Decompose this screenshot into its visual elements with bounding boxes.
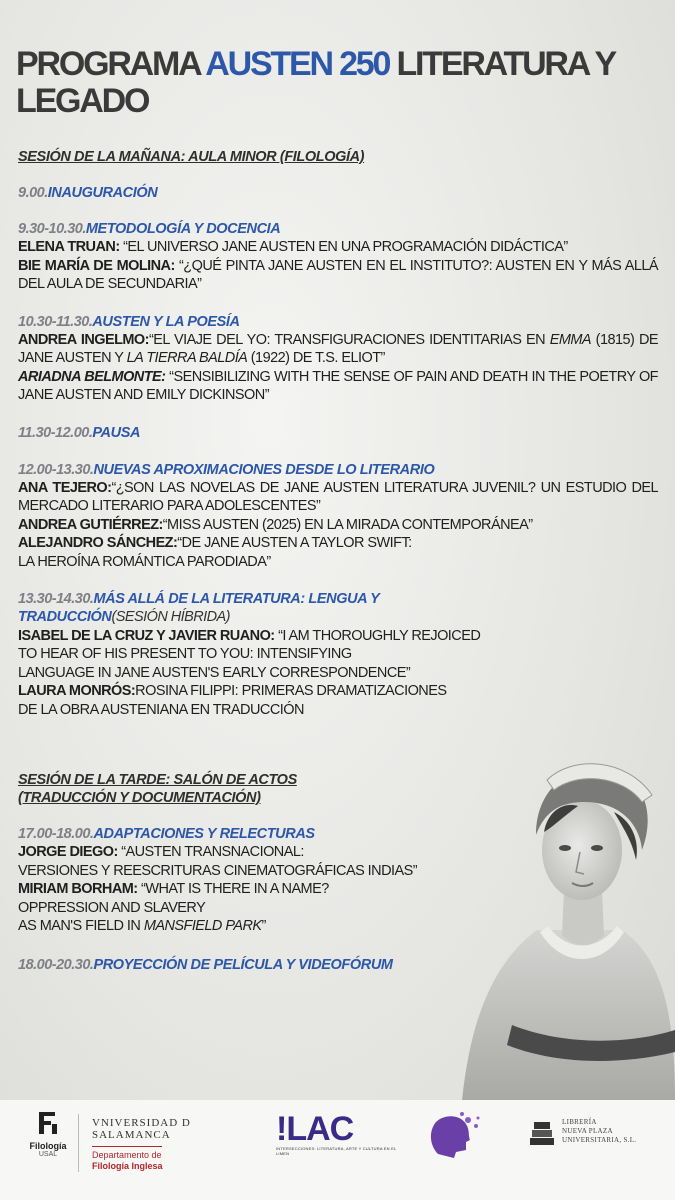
speaker-name: ISABEL DE LA CRUZ Y JAVIER RUANO:	[18, 627, 275, 644]
speaker-name: LAURA MONRÓS:	[18, 683, 136, 699]
work-title-mansfield: MANSFIELD PARK	[143, 918, 262, 934]
talk-entry	[18, 516, 658, 535]
footer-divider	[78, 1114, 79, 1172]
talk-title-part: ”	[261, 918, 266, 934]
talk-title-line: LANGUAGE IN JANE AUSTEN'S EARLY CORRESPONDENCE”	[18, 664, 411, 681]
speaker-name: MIRIAM BORHAM:	[18, 881, 138, 897]
usal-name: VNIVERSIDAD D SALAMANCA	[92, 1117, 191, 1141]
session-topic: PROYECCIÓN DE PELÍCULA Y VIDEOFÓRUM	[93, 956, 393, 973]
inauguration-block	[18, 184, 658, 202]
time-label: 18.00-20.30.	[18, 956, 94, 973]
talk-title-line: OPPRESSION AND SLAVERY	[18, 899, 206, 916]
sponsor-footer	[0, 1100, 675, 1200]
talk-title-part: (1815) DE JANE AUSTEN Y	[18, 331, 658, 366]
talk-title-line: LA HEROÍNA ROMÁNTICA PARODIADA”	[18, 553, 271, 570]
session-topic-cont: TRADUCCIÓN	[18, 609, 112, 625]
filologia-sub: USAL	[38, 1151, 58, 1158]
jane-austen-portrait	[452, 740, 675, 1100]
session-topic: METODOLOGÍA Y DOCENCIA	[85, 221, 281, 237]
talk-title-line: “DE JANE AUSTEN A TAYLOR SWIFT:	[177, 535, 412, 551]
talk-title: “MISS AUSTEN (2025) EN LA MIRADA CONTEMPORÁNEA”	[162, 516, 533, 533]
libreria-logo	[528, 1118, 668, 1148]
talk-entry	[18, 368, 658, 405]
talk-title-line: “I AM THOROUGHLY REJOICED	[278, 627, 481, 644]
usal-logo	[92, 1117, 262, 1172]
speaker-name: JORGE DIEGO:	[18, 844, 118, 860]
talk-entry	[18, 257, 658, 294]
speaker-name: ANDREA INGELMO:	[18, 331, 149, 348]
hybrid-note: (SESIÓN HÍBRIDA)	[111, 609, 230, 625]
afternoon-heading-line: SESIÓN DE LA TARDE: SALÓN DE ACTOS	[18, 772, 297, 788]
session-topic: INAUGURACIÓN	[47, 185, 158, 201]
talk-entry	[18, 238, 658, 257]
speaker-name: ANA TEJERO:	[18, 479, 112, 496]
talk-entry	[18, 627, 658, 646]
talk-title: “SENSIBILIZING WITH THE SENSE OF PAIN AND DEATH IN THE POETRY OF JANE AUSTEN AND EMILY DICKINSON”	[18, 368, 658, 403]
time-label: 17.00-18.00.	[18, 826, 94, 842]
usal-rule	[92, 1146, 162, 1147]
talk-title-part: “EL VIAJE DEL YO: TRANSFIGURACIONES IDENTITARIAS EN	[148, 331, 550, 348]
lac-subtitle: INTERSECCIONES: LITERATURA, ARTE Y CULTURA EN EL LIMEN	[276, 1146, 397, 1156]
time-label: 13.30-14.30.	[18, 591, 94, 607]
filologia-f-icon	[35, 1110, 61, 1136]
session-topic: ADAPTACIONES Y RELECTURAS	[93, 826, 315, 842]
talk-title: “EL UNIVERSO JANE AUSTEN EN UNA PROGRAMACIÓN DIDÁCTICA”	[123, 239, 568, 255]
speaker-name: ANDREA GUTIÉRREZ:	[18, 516, 163, 533]
talk-title-line: ROSINA FILIPPI: PRIMERAS DRAMATIZACIONES	[135, 683, 447, 699]
session-block-lengua	[18, 590, 658, 719]
talk-title-line: VERSIONES Y REESCRITURAS CINEMATOGRÁFICAS INDIAS”	[18, 862, 418, 879]
talk-title-line: “AUSTEN TRANSNACIONAL:	[121, 844, 304, 860]
work-title-emma: EMMA	[549, 331, 592, 348]
session-topic: NUEVAS APROXIMACIONES DESDE LO LITERARIO	[93, 461, 435, 478]
filologia-label: Filología	[29, 1141, 67, 1151]
morning-session-heading: SESIÓN DE LA MAÑANA: AULA MINOR (FILOLOGÍA)	[18, 149, 365, 165]
work-title-tierra: LA TIERRA BALDÍA	[126, 350, 248, 366]
title-part-literatura: LITERATURA Y LEGADO	[16, 45, 615, 120]
session-topic: PAUSA	[92, 424, 141, 441]
talk-entry	[18, 331, 658, 368]
filologia-usal-logo	[28, 1110, 68, 1159]
speaker-name: ARIADNA BELMONTE:	[18, 368, 166, 385]
libreria-name: NUEVA PLAZA UNIVERSITARIA, S.L.	[562, 1127, 637, 1144]
talk-entry	[18, 534, 658, 553]
talk-title-line: DE LA OBRA AUSTENIANA EN TRADUCCIÓN	[18, 701, 304, 718]
talk-entry	[18, 479, 658, 516]
time-label: 9.30-10.30.	[18, 221, 86, 237]
time-label: 12.00-13.30.	[18, 461, 94, 478]
talk-entry	[18, 682, 658, 701]
session-block-metodologia	[18, 220, 658, 294]
lac-logo	[276, 1112, 406, 1156]
books-icon	[528, 1118, 556, 1148]
usal-dept-line: Filología Inglesa	[92, 1161, 163, 1171]
talk-title: “¿SON LAS NOVELAS DE JANE AUSTEN LITERATURA JUVENIL? UN ESTUDIO DEL MERCADO LITERARIO PARA ADOLESCENTES”	[18, 479, 659, 514]
lac-name: !LAC	[276, 1110, 354, 1148]
time-label: 11.30-12.00.	[18, 424, 93, 441]
talk-title-part: (1922) DE T.S. ELIOT”	[247, 350, 385, 366]
time-label: 9.00.	[18, 185, 48, 201]
speaker-name: ELENA TRUAN:	[18, 239, 120, 255]
page-title	[16, 46, 666, 120]
talk-title-part: AS MAN'S FIELD IN	[18, 918, 144, 934]
libreria-label: LIBRERÍA	[562, 1118, 597, 1126]
speaker-name: BIE MARÍA DE MOLINA:	[18, 257, 175, 274]
pause-block	[18, 424, 658, 442]
usal-dept-line: Departamento de	[92, 1150, 162, 1160]
session-topic: MÁS ALLÁ DE LA LITERATURA: LENGUA Y	[93, 591, 380, 607]
talk-title-line: “WHAT IS THERE IN A NAME?	[141, 881, 329, 897]
time-label: 10.30-11.30.	[18, 313, 93, 330]
title-part-programa: PROGRAMA	[16, 45, 200, 83]
title-part-austen: AUSTEN 250	[205, 45, 390, 83]
profile-head-logo	[420, 1110, 490, 1160]
talk-title-line: TO HEAR OF HIS PRESENT TO YOU: INTENSIFYING	[18, 646, 352, 662]
afternoon-heading-line: (TRADUCCIÓN Y DOCUMENTACIÓN)	[18, 790, 261, 806]
talk-title: “¿QUÉ PINTA JANE AUSTEN EN EL INSTITUTO?: AUSTEN EN Y MÁS ALLÁ DEL AULA DE SECUNDARIA”	[18, 257, 658, 292]
speaker-name: ALEJANDRO SÁNCHEZ:	[18, 535, 178, 551]
session-block-poesia	[18, 313, 658, 405]
session-block-aproximaciones	[18, 461, 658, 572]
session-topic: AUSTEN Y LA POESÍA	[92, 313, 240, 330]
